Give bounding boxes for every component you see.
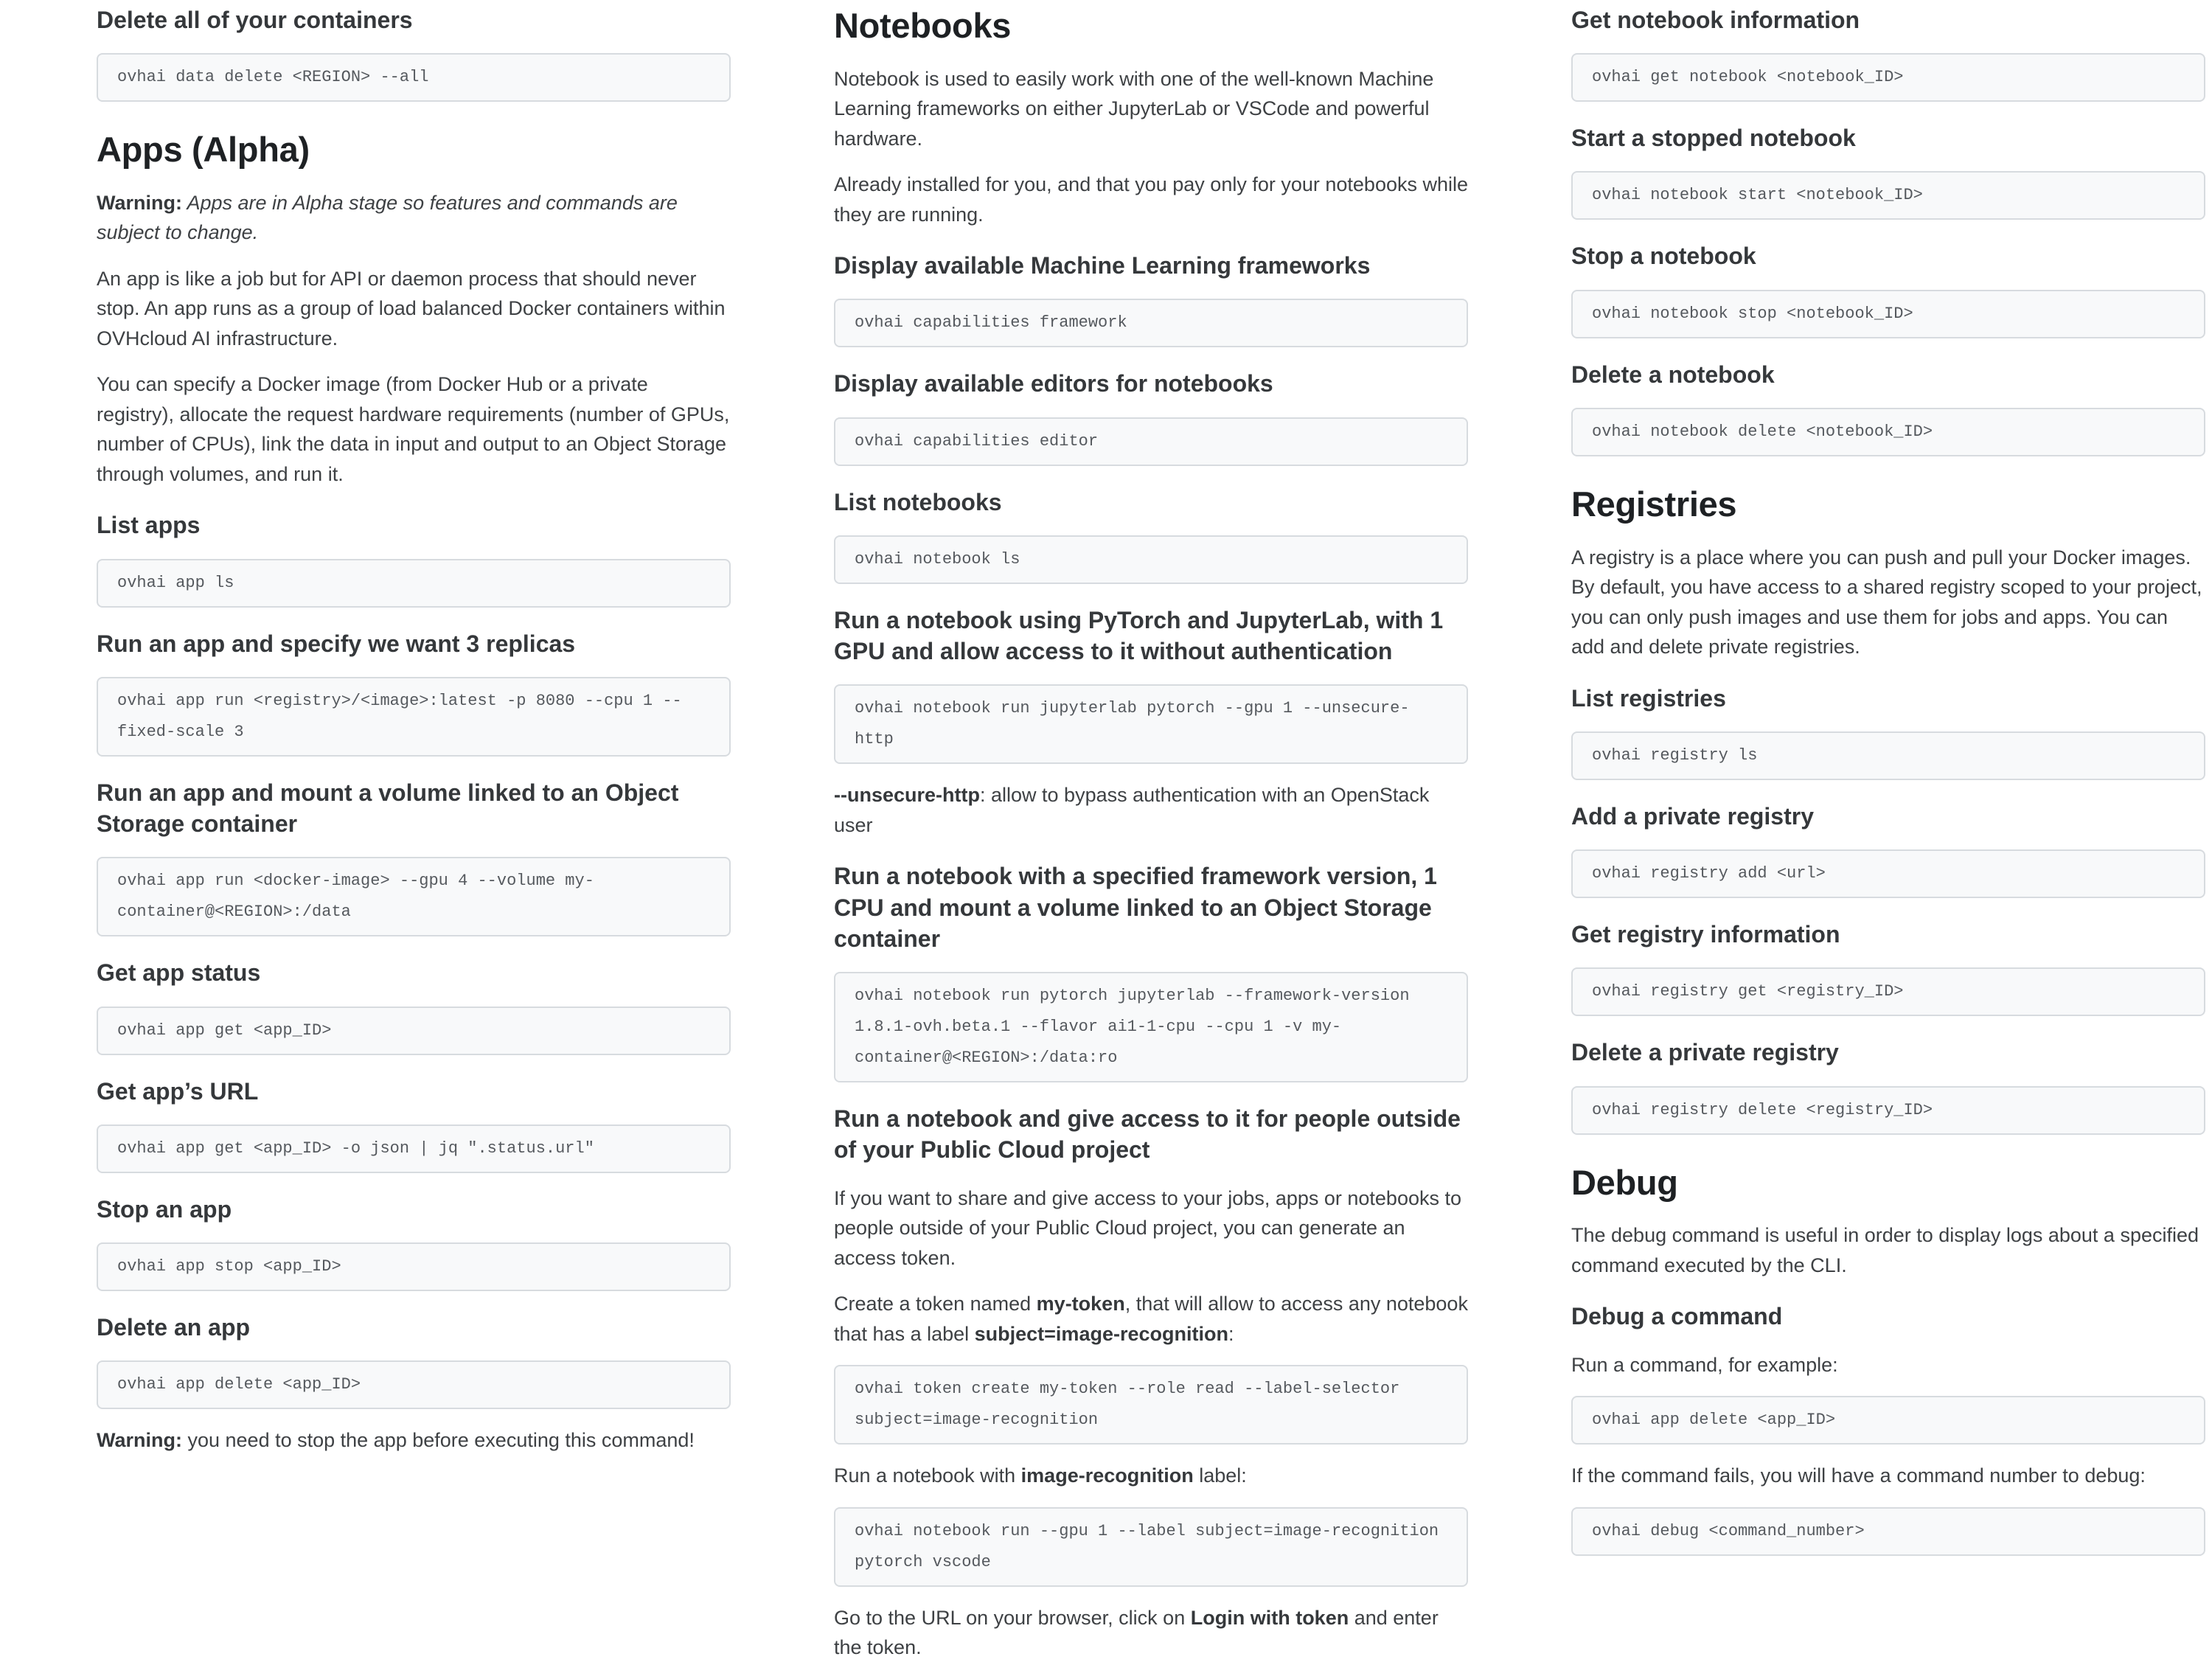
cli-command: ovhai app get <app_ID> bbox=[117, 1021, 332, 1040]
cli-command: ovhai app delete <app_ID> bbox=[1592, 1411, 1836, 1430]
cli-command: ovhai registry delete <registry_ID> bbox=[1592, 1100, 1933, 1119]
text-segment: my-token bbox=[1036, 1293, 1125, 1315]
text-segment: Already installed for you, and that you pay only for your notebooks while they are running. bbox=[834, 173, 1469, 226]
cli-command: ovhai app run <docker-image> --gpu 4 --volume my-container@<REGION>:/data bbox=[117, 872, 594, 922]
cli-command: ovhai notebook delete <notebook_ID> bbox=[1592, 422, 1933, 441]
code-block bbox=[834, 1365, 1468, 1445]
code-block bbox=[834, 417, 1468, 466]
subsection-heading: Get notebook information bbox=[1571, 7, 1860, 33]
text-segment: A registry is a place where you can push and pull your Docker images. By default, you have access to a shared registry scoped to your project, you can only push images and use them for jobs and apps. You can add and delete private registries. bbox=[1571, 546, 2202, 658]
code-block bbox=[97, 857, 731, 936]
cli-command: ovhai app delete <app_ID> bbox=[117, 1375, 361, 1394]
cli-command: ovhai token create my-token --role read --label-selector subject=image-recognition bbox=[855, 1380, 1410, 1430]
code-block bbox=[1571, 290, 2205, 338]
cli-command: ovhai notebook run pytorch jupyterlab --framework-version 1.8.1-ovh.beta.1 --flavor ai1-1-cpu --cpu 1 -v my-container@<REGION>:/data:ro bbox=[855, 987, 1419, 1068]
text-segment: Create a token named bbox=[834, 1293, 1037, 1315]
subsection-heading: Get registry information bbox=[1571, 921, 1840, 948]
subsection-heading: Delete all of your containers bbox=[97, 7, 413, 33]
code-block bbox=[834, 535, 1468, 584]
section-heading: Registries bbox=[1571, 484, 1737, 524]
cli-command: ovhai debug <command_number> bbox=[1592, 1521, 1865, 1540]
code-block bbox=[97, 677, 731, 757]
cli-command: ovhai app ls bbox=[117, 573, 234, 592]
text-segment: subject=image-recognition bbox=[974, 1322, 1228, 1345]
code-block bbox=[834, 972, 1468, 1082]
text-segment: Login with token bbox=[1190, 1606, 1349, 1629]
subsection-heading: Delete a notebook bbox=[1571, 361, 1775, 388]
text-segment: Run a command, for example: bbox=[1571, 1353, 1838, 1376]
paragraph bbox=[834, 780, 1468, 840]
cli-command: ovhai notebook start <notebook_ID> bbox=[1592, 186, 1923, 205]
code-block bbox=[1571, 1396, 2205, 1445]
content-column-middle bbox=[834, 4, 1468, 1679]
text-segment: --unsecure-http bbox=[834, 784, 980, 807]
subsection-heading: Stop an app bbox=[97, 1195, 232, 1223]
subsection-heading: Delete an app bbox=[97, 1314, 251, 1341]
cli-command: ovhai capabilities editor bbox=[855, 431, 1099, 451]
subsection-heading: Display available Machine Learning frameworks bbox=[834, 252, 1371, 279]
subsection-heading: Run a notebook and give access to it for people outside of your Public Cloud project bbox=[834, 1105, 1461, 1164]
text-segment: image-recognition bbox=[1020, 1464, 1194, 1487]
subsection-heading: Debug a command bbox=[1571, 1303, 1783, 1330]
cli-command: ovhai app run <registry>/<image>:latest -p 8080 --cpu 1 --fixed-scale 3 bbox=[117, 691, 682, 741]
paragraph bbox=[1571, 1350, 2205, 1380]
cli-command: ovhai notebook ls bbox=[855, 549, 1020, 569]
subsection-heading: Stop a notebook bbox=[1571, 243, 1756, 270]
text-segment: If the command fails, you will have a command number to debug: bbox=[1571, 1464, 2146, 1487]
paragraph bbox=[1571, 543, 2205, 662]
text-segment: You can specify a Docker image (from Docker Hub or a private registry), allocate the request hardware requirements (number of GPUs, number of CPUs), link the data in input and output to an Object Storage through volumes, and run it. bbox=[97, 373, 730, 485]
content-column-right bbox=[1571, 4, 2205, 1679]
cli-command: ovhai app stop <app_ID> bbox=[117, 1257, 341, 1276]
code-block bbox=[1571, 1086, 2205, 1135]
text-segment: Run a notebook with bbox=[834, 1464, 1021, 1487]
text-segment: you need to stop the app before executing this command! bbox=[181, 1429, 695, 1452]
text-segment: Go to the URL on your browser, click on bbox=[834, 1606, 1191, 1629]
text-segment: Warning: bbox=[97, 191, 182, 214]
paragraph bbox=[97, 264, 731, 354]
paragraph bbox=[834, 1461, 1468, 1491]
subsection-heading: Delete a private registry bbox=[1571, 1039, 1839, 1066]
section-heading: Notebooks bbox=[834, 6, 1012, 45]
text-segment: If you want to share and give access to your jobs, apps or notebooks to people outside of your Public Cloud project, you can generate an access token. bbox=[834, 1186, 1462, 1269]
paragraph bbox=[1571, 1461, 2205, 1491]
code-block bbox=[97, 559, 731, 608]
subsection-heading: Run a notebook using PyTorch and JupyterLab, with 1 GPU and allow access to it without authentication bbox=[834, 606, 1444, 665]
paragraph bbox=[97, 1425, 731, 1456]
code-block bbox=[97, 1360, 731, 1409]
code-block bbox=[834, 299, 1468, 347]
text-segment: Notebook is used to easily work with one of the well-known Machine Learning frameworks on either JupyterLab or VSCode and powerful hardware. bbox=[834, 67, 1434, 150]
code-block bbox=[1571, 967, 2205, 1016]
code-block bbox=[1571, 731, 2205, 780]
subsection-heading: Start a stopped notebook bbox=[1571, 125, 1856, 152]
text-segment: label: bbox=[1193, 1464, 1247, 1487]
code-block bbox=[1571, 1507, 2205, 1556]
code-block bbox=[834, 1507, 1468, 1587]
paragraph bbox=[97, 188, 731, 248]
code-block bbox=[1571, 171, 2205, 220]
cli-command: ovhai notebook stop <notebook_ID> bbox=[1592, 304, 1913, 323]
code-block bbox=[97, 53, 731, 102]
paragraph bbox=[834, 1183, 1468, 1273]
subsection-heading: List registries bbox=[1571, 684, 1726, 712]
cli-command: ovhai registry get <registry_ID> bbox=[1592, 982, 1904, 1001]
code-block bbox=[1571, 53, 2205, 102]
code-block bbox=[1571, 408, 2205, 456]
cli-command: ovhai get notebook <notebook_ID> bbox=[1592, 68, 1904, 87]
text-segment: An app is like a job but for API or daemon process that should never stop. An app runs as a group of load balanced Docker containers within OVHcloud AI infrastructure. bbox=[97, 267, 726, 350]
cli-command: ovhai app get <app_ID> -o json | jq ".status.url" bbox=[117, 1139, 594, 1158]
cli-command: ovhai capabilities framework bbox=[855, 313, 1127, 333]
code-block bbox=[97, 1007, 731, 1055]
text-segment: , that will allow to access any notebook that has a label bbox=[834, 1293, 1468, 1345]
code-block bbox=[97, 1242, 731, 1291]
paragraph bbox=[834, 1289, 1468, 1349]
text-segment: : allow to bypass authentication with an OpenStack user bbox=[834, 784, 1430, 836]
subsection-heading: Get app status bbox=[97, 959, 261, 987]
subsection-heading: Run an app and specify we want 3 replicas bbox=[97, 630, 576, 657]
paragraph bbox=[834, 170, 1468, 229]
text-segment: Warning: bbox=[97, 1429, 182, 1452]
paragraph bbox=[1571, 1220, 2205, 1280]
subsection-heading: Run a notebook with a specified framework version, 1 CPU and mount a volume linked to an Object Storage container bbox=[834, 863, 1437, 952]
cli-command: ovhai notebook run jupyterlab pytorch --gpu 1 --unsecure-http bbox=[855, 699, 1410, 749]
text-segment: The debug command is useful in order to display logs about a specified command executed by the CLI. bbox=[1571, 1224, 2199, 1276]
subsection-heading: List apps bbox=[97, 512, 201, 539]
subsection-heading: Run an app and mount a volume linked to an Object Storage container bbox=[97, 779, 679, 838]
text-segment: Apps are in Alpha stage so features and commands are subject to change. bbox=[97, 191, 678, 244]
cli-command: ovhai data delete <REGION> --all bbox=[117, 68, 429, 87]
subsection-heading: List notebooks bbox=[834, 488, 1002, 515]
section-heading: Apps (Alpha) bbox=[97, 130, 310, 170]
text-segment: and enter the token. bbox=[834, 1606, 1439, 1659]
cli-command: ovhai registry ls bbox=[1592, 745, 1758, 765]
cli-command: ovhai registry add <url> bbox=[1592, 864, 1826, 883]
text-segment: : bbox=[1228, 1322, 1234, 1345]
subsection-heading: Get app’s URL bbox=[97, 1077, 259, 1105]
subsection-heading: Display available editors for notebooks bbox=[834, 370, 1273, 397]
code-block bbox=[834, 684, 1468, 764]
paragraph bbox=[834, 1603, 1468, 1663]
content-column-left bbox=[97, 4, 731, 1679]
cli-command: ovhai notebook run --gpu 1 --label subject=image-recognition pytorch vscode bbox=[855, 1521, 1449, 1571]
section-heading: Debug bbox=[1571, 1162, 1678, 1202]
code-block bbox=[97, 1124, 731, 1173]
code-block bbox=[1571, 849, 2205, 898]
subsection-heading: Add a private registry bbox=[1571, 802, 1814, 830]
paragraph bbox=[834, 64, 1468, 154]
paragraph bbox=[97, 369, 731, 489]
